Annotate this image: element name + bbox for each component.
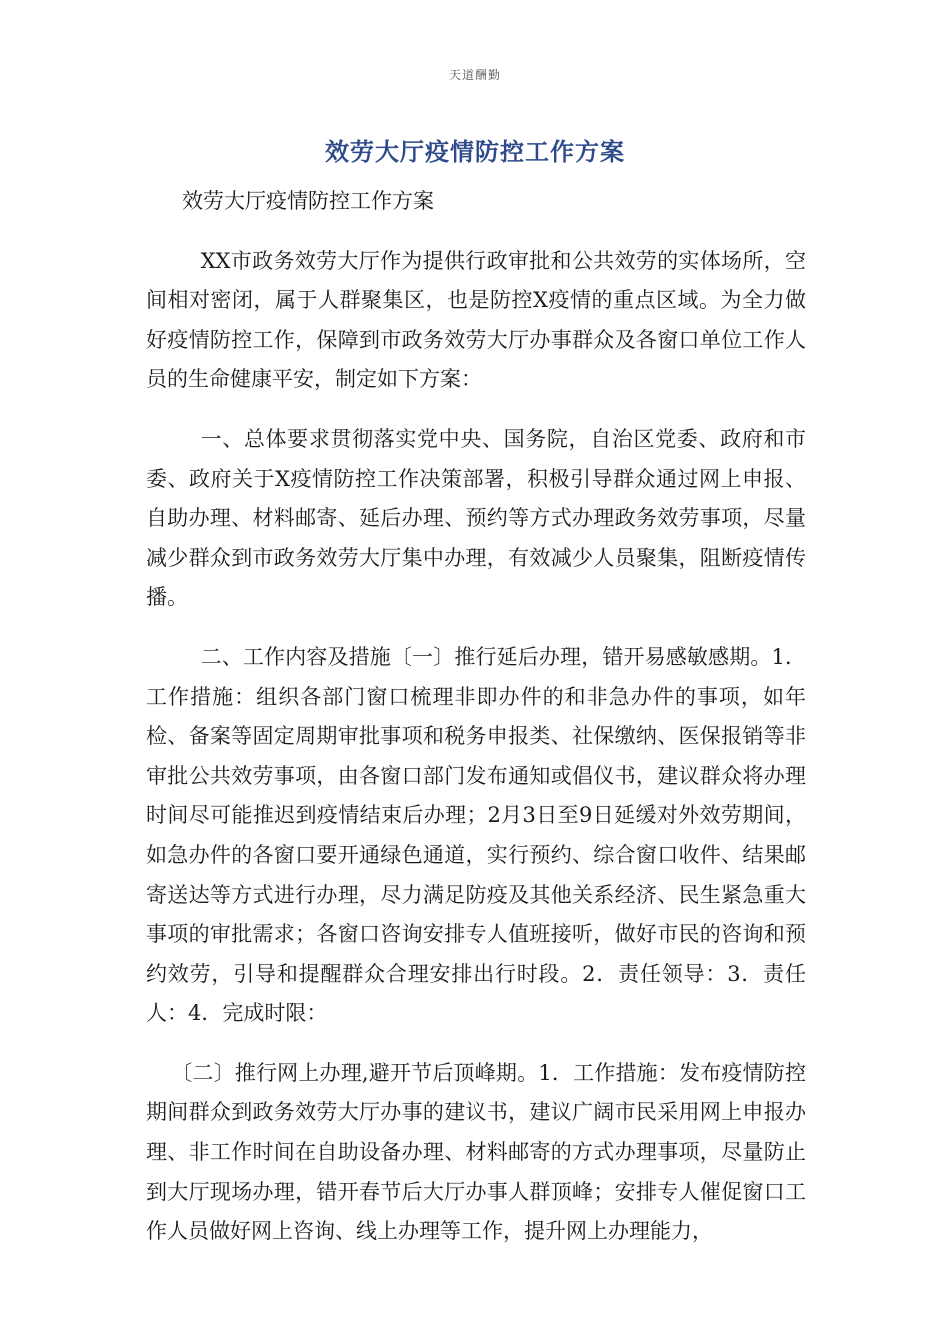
document-subtitle: 效劳大厅疫情防控工作方案 xyxy=(182,189,434,213)
paragraph-online-handling: 〔二〕推行网上办理,避开节后顶峰期。1．工作措施：发布疫情防控期间群众到政务效劳大厅办事的建议书，建议广阔市民采用网上申报办理、非工作时间在自助设备办理、材料邮寄的方式办理事项，尽量防止到大厅现场办理，错开春节后大厅办事人群顶峰；安排专人催促窗口工作人员做好网上咨询、线上办理等工作，提升网上办理能力， xyxy=(146,1060,806,1244)
document-title: 效劳大厅疫情防控工作方案 xyxy=(325,138,625,166)
document-body xyxy=(146,182,806,1272)
paragraph-general-requirements: 一、总体要求贯彻落实党中央、国务院，自治区党委、政府和市委、政府关于X疫情防控工作决策部署，积极引导群众通过网上申报、自助办理、材料邮寄、延后办理、预约等方式办理政务效劳事项，尽量减少群众到市政务效劳大厅集中办理，有效减少人员聚集，阻断疫情传播。 xyxy=(146,426,806,610)
paragraph-work-content: 二、工作内容及措施〔一〕推行延后办理，错开易感敏感期。1．工作措施：组织各部门窗口梳理非即办件的和非急办件的事项，如年检、备案等固定周期审批事项和税务申报类、社保缴纳、医保报销等非审批公共效劳事项，由各窗口部门发布通知或倡仪书，建议群众将办理时间尽可能推迟到疫情结束后办理；2月3日至9日延缓对外效劳期间，如急办件的各窗口要开通绿色通道，实行预约、综合窗口收件、结果邮寄送达等方式进行办理，尽力满足防疫及其他关系经济、民生紧急重大事项的审批需求；各窗口咨询安排专人值班接听，做好市民的咨询和预约效劳，引导和提醒群众合理安排出行时段。2．责任领导：3．责任人：4．完成时限： xyxy=(146,644,806,1026)
page-header: 天道酬勤 xyxy=(448,68,501,82)
paragraph-intro: XX市政务效劳大厅作为提供行政审批和公共效劳的实体场所，空间相对密闭，属于人群聚集区，也是防控X疫情的重点区域。为全力做好疫情防控工作，保障到市政务效劳大厅办事群众及各窗口单位工作人员的生命健康平安，制定如下方案： xyxy=(146,248,806,392)
